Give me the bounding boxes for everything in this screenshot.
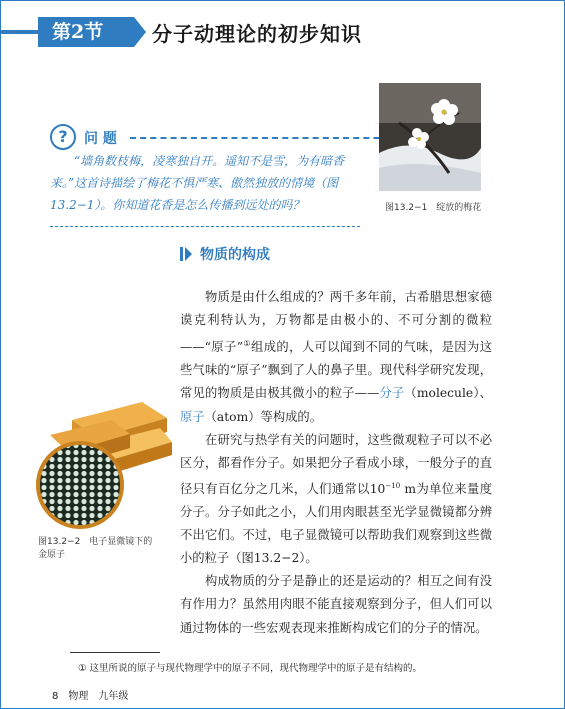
header-stripe [0,30,40,34]
figure2-caption: 图13.2−2 电子显微镜下的金原子 [38,537,153,560]
p2-part-b: m为单位来量度分子。分子如此之小，人们用肉眼甚至光学显微镜都分辨不出它们。不过，电子显微镜可以帮助我们观察到这些微小的粒子（图13.2−2）。 [180,481,492,566]
paragraph-2 [180,429,492,571]
section-tag-arrow [134,17,146,47]
keyword-molecule: 分子 [379,386,405,401]
figure1-caption: 图13.2−1 绽放的梅花 [385,203,482,213]
p1-part-c: （molecule）、 [404,386,492,401]
question-icon: ? [50,124,76,150]
paragraph-3: 构成物质的分子是静止的还是运动的？相互之间有没有作用力？虽然用肉眼不能直接观察到分子，但人们可以通过物体的一些宏观表现来推断构成它们的分子的情况。 [180,574,492,635]
paragraph-1 [180,286,492,429]
question-bottom-divider [50,226,360,227]
page-folio [52,687,138,702]
page-number: 8 [52,691,59,702]
keyword-atom: 原子 [180,409,205,424]
question-text: “墙角数枝梅，凌寒独自开。遥知不是雪，为有暗香来。”这首诗描绘了梅花不惧严寒、傲然独放的情境（图13.2−1）。你知道花香是怎么传播到远处的吗？ [50,154,345,212]
footnote-rule [70,652,160,653]
question-divider [130,137,410,139]
gold-atoms-photo [32,400,172,530]
p1-part-d: （atom）等构成的。 [204,409,323,424]
folio-grade: 九年级 [98,691,129,702]
section-title: 物质的构成 [200,247,270,263]
body-text [180,286,492,640]
footnote-marker: ① [243,339,251,349]
folio-subject: 物理 [68,691,89,702]
p1-part-b: 组成的，人可以闻到不同的气味，是因为这些气味的“原子”飘到了人的鼻子里。现代科学研究发现，常见的物质是由极其微小的粒子—— [180,340,493,401]
p2-part-a: 在研究与热学有关的问题时，这些微观粒子可以不必区分，都看作分子。如果把分子看成小球，一般分子的直径只有百亿分之几米，人们通常以10 [180,432,492,496]
question-label: 问 题 [84,131,117,147]
section-marker-icon [180,247,192,261]
p1-part-a: 物质是由什么组成的？两千多年前，古希腊思想家德谟克利特认为，万物都是由极小的、不可分割的微粒——“原子” [180,290,492,355]
footnote: ① 这里所说的原子与现代物理学中的原子不同，现代物理学中的原子是有结构的。 [78,663,423,674]
header [0,0,565,56]
section-tag: 第2节 [38,17,134,47]
plum-blossom-photo [379,83,481,191]
page-title: 分子动理论的初步知识 [152,22,362,46]
exponent: −10 [385,481,401,490]
